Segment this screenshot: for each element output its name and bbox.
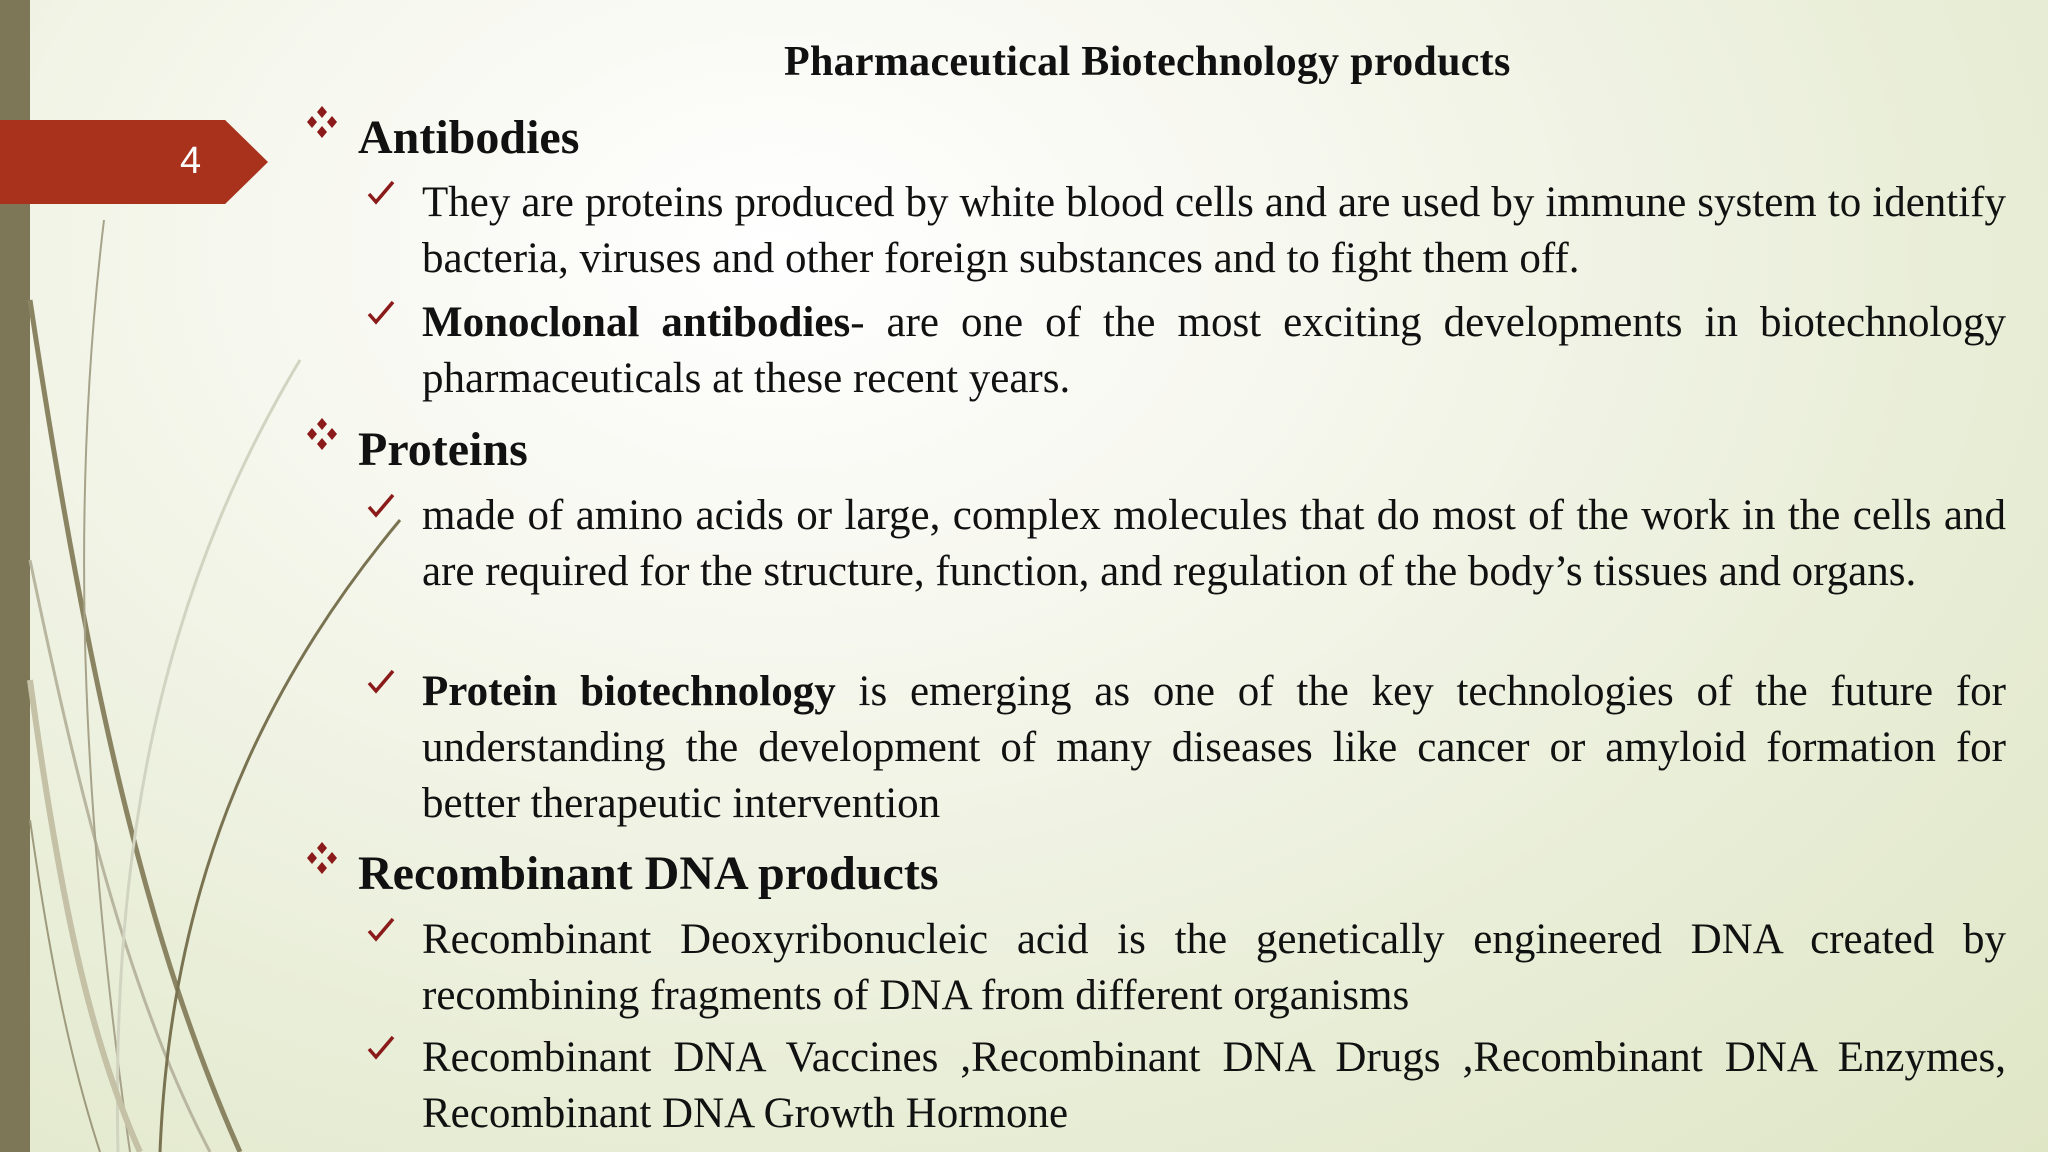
section-heading-proteins bbox=[302, 420, 528, 480]
bullet-text: Monoclonal antibodies- are one of the most exciting developments in biotechnology pharmaceuticals at these recent years. bbox=[422, 299, 2006, 402]
diamond-cluster-icon bbox=[302, 414, 342, 454]
bullet-item bbox=[366, 912, 2006, 1024]
bullet-bold-term: Monoclonal antibodies bbox=[422, 299, 851, 346]
bullet-text: Recombinant Deoxyribonucleic acid is the genetically engineered DNA created by recombining fragments of DNA from different organisms bbox=[422, 916, 2006, 1019]
section-heading-recombinant-dna bbox=[302, 844, 939, 904]
bullet-text: Protein biotechnology is emerging as one of the key technologies of the future for understanding the development of many diseases like cancer or amyloid formation for better therapeutic intervention bbox=[422, 668, 2006, 827]
diamond-cluster-icon bbox=[302, 838, 342, 878]
checkmark-icon bbox=[366, 179, 396, 207]
section-heading-antibodies bbox=[302, 108, 579, 168]
checkmark-icon bbox=[366, 299, 396, 327]
slide-title: Pharmaceutical Biotechnology products bbox=[784, 39, 1511, 85]
bullet-item bbox=[366, 488, 2006, 600]
diamond-cluster-icon bbox=[302, 102, 342, 142]
bullet-item bbox=[366, 664, 2006, 832]
checkmark-icon bbox=[366, 668, 396, 696]
checkmark-icon bbox=[366, 1034, 396, 1062]
section-heading-text: Recombinant DNA products bbox=[358, 847, 939, 900]
bullet-item bbox=[366, 1030, 2006, 1142]
section-heading-text: Proteins bbox=[358, 423, 528, 476]
page-number-tag bbox=[0, 120, 268, 204]
bullet-text: Recombinant DNA Vaccines ,Recombinant DNA Drugs ,Recombinant DNA Enzymes, Recombinant DNA Growth Hormone bbox=[422, 1034, 2006, 1137]
checkmark-icon bbox=[366, 492, 396, 520]
bullet-text: made of amino acids or large, complex molecules that do most of the work in the cells and are required for the structure, function, and regulation of the body’s tissues and organs. bbox=[422, 492, 2006, 595]
bullet-text: They are proteins produced by white blood cells and are used by immune system to identify bacteria, viruses and other foreign substances and to fight them off. bbox=[422, 179, 2006, 282]
bullet-item bbox=[366, 295, 2006, 407]
checkmark-icon bbox=[366, 916, 396, 944]
section-heading-text: Antibodies bbox=[358, 111, 580, 164]
bullet-item bbox=[366, 175, 2006, 287]
bullet-bold-term: Protein biotechnology bbox=[422, 668, 836, 715]
page-number: 4 bbox=[180, 140, 202, 182]
